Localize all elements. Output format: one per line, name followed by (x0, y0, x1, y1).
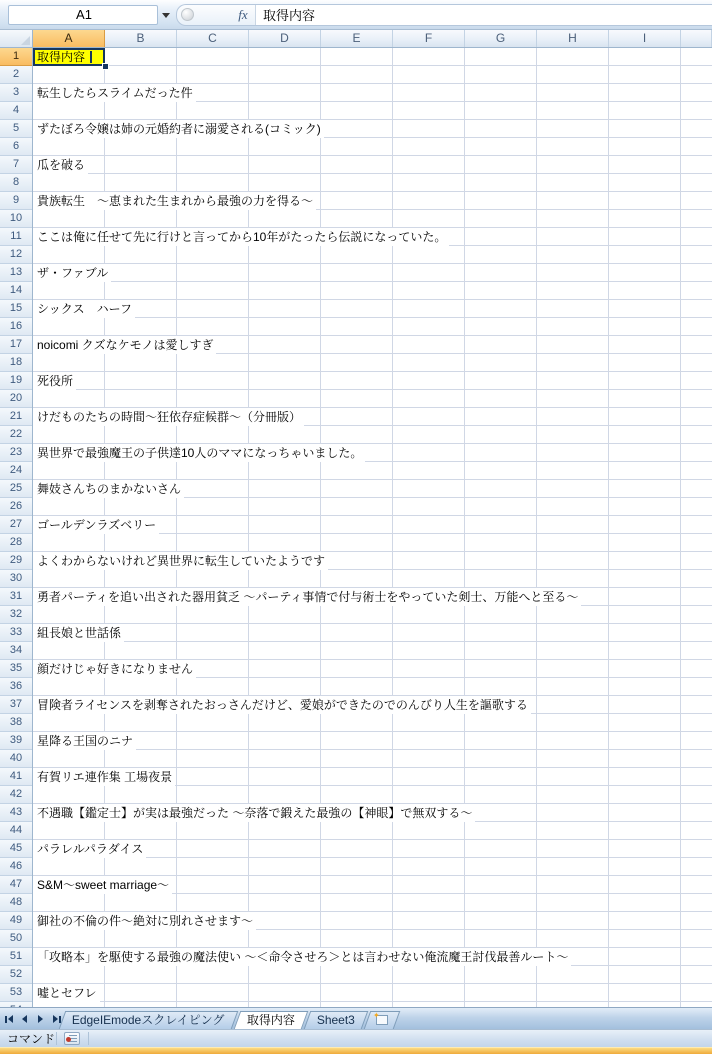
macro-record-icon[interactable] (64, 1032, 80, 1045)
column-header-partial[interactable] (681, 30, 712, 47)
formula-input[interactable] (255, 5, 712, 25)
row-header-11[interactable]: 11 (0, 228, 32, 246)
sheet-tab-EdgeIEmodeスクレイピング[interactable] (59, 1011, 238, 1029)
cell-A25[interactable]: 舞妓さんちのまかないさん (33, 480, 184, 498)
name-box[interactable] (8, 5, 158, 25)
row-header-20[interactable]: 20 (0, 390, 32, 408)
row-header-16[interactable]: 16 (0, 318, 32, 336)
formula-bar-row (0, 0, 712, 30)
column-header-E[interactable] (321, 30, 393, 47)
row-header-44[interactable]: 44 (0, 822, 32, 840)
row-header-4[interactable]: 4 (0, 102, 32, 120)
status-bar (0, 1029, 712, 1047)
sheet-tab-label: Sheet3 (316, 1013, 355, 1027)
cell-A13[interactable]: ザ・ファブル (33, 264, 111, 282)
row-header-column (0, 48, 33, 1007)
row-header-14[interactable]: 14 (0, 282, 32, 300)
row-header-46[interactable]: 46 (0, 858, 32, 876)
row-header-12[interactable]: 12 (0, 246, 32, 264)
cells-area[interactable] (33, 48, 712, 1007)
row-header-49[interactable]: 49 (0, 912, 32, 930)
row-header-7[interactable]: 7 (0, 156, 32, 174)
row-header-13[interactable]: 13 (0, 264, 32, 282)
row-header-42[interactable]: 42 (0, 786, 32, 804)
row-header-17[interactable]: 17 (0, 336, 32, 354)
row-header-48[interactable]: 48 (0, 894, 32, 912)
row-header-8[interactable]: 8 (0, 174, 32, 192)
selected-cell-value: 取得内容 (37, 50, 86, 64)
cell-A41[interactable]: 有賀リエ連作集 工場夜景 (33, 768, 175, 786)
sheet-nav-first-icon[interactable] (2, 1012, 15, 1026)
row-header-34[interactable]: 34 (0, 642, 32, 660)
row-header-5[interactable]: 5 (0, 120, 32, 138)
cell-A31[interactable]: 勇者パーティを追い出された器用貧乏 ～パーティ事情で付与術士をやっていた剣士、万能へと至る～ (33, 588, 581, 606)
text-cursor (90, 51, 92, 63)
row-header-19[interactable]: 19 (0, 372, 32, 390)
insert-worksheet-icon: ✦ (376, 1015, 388, 1025)
row-header-9[interactable]: 9 (0, 192, 32, 210)
column-header-D[interactable] (249, 30, 321, 47)
cell-A37[interactable]: 冒険者ライセンスを剥奪されたおっさんだけど、愛娘ができたのでのんびり人生を謳歌する (33, 696, 531, 714)
cell-A43[interactable]: 不遇職【鑑定士】が実は最強だった ～奈落で鍛えた最強の【神眼】で無双する～ (33, 804, 475, 822)
row-header-37[interactable]: 37 (0, 696, 32, 714)
cell-A21[interactable]: けだものたちの時間～狂依存症候群～（分冊版） (33, 408, 304, 426)
insert-function-icon[interactable]: fx (238, 7, 248, 22)
column-header-label: I (642, 31, 647, 45)
sheet-tab-bar (0, 1007, 712, 1029)
column-header-F[interactable] (393, 30, 465, 47)
sheet-tab-label: 取得内容 (246, 1013, 295, 1027)
cell-A53[interactable]: 嘘とセフレ (33, 984, 100, 1002)
column-header-C[interactable] (177, 30, 249, 47)
cell-A7[interactable]: 瓜を破る (33, 156, 88, 174)
row-header-26[interactable]: 26 (0, 498, 32, 516)
row-header-2[interactable]: 2 (0, 66, 32, 84)
cell-A11[interactable]: ここは俺に任せて先に行けと言ってから10年がたったら伝説になっていた。 (33, 228, 449, 246)
formula-bar-capsule (176, 4, 712, 26)
sheet-tab-label: EdgeIEmodeスクレイピング (71, 1013, 225, 1027)
row-header-40[interactable]: 40 (0, 750, 32, 768)
row-header-21[interactable]: 21 (0, 408, 32, 426)
worksheet-grid[interactable] (0, 48, 712, 1007)
column-header-label: B (136, 31, 145, 45)
sheet-nav-prev-icon[interactable] (18, 1012, 31, 1026)
status-separator (56, 1032, 57, 1045)
row-header-29[interactable]: 29 (0, 552, 32, 570)
column-header-H[interactable] (537, 30, 609, 47)
status-separator (88, 1032, 89, 1045)
row-header-28[interactable]: 28 (0, 534, 32, 552)
formula-bar-circle-icon (181, 8, 194, 21)
row-header-1[interactable]: 1 (0, 48, 32, 66)
column-header-label: C (208, 31, 217, 45)
cell-A33[interactable]: 組長娘と世話係 (33, 624, 124, 642)
column-header-label: F (424, 31, 433, 45)
select-all-button[interactable] (0, 30, 33, 47)
row-header-52[interactable]: 52 (0, 966, 32, 984)
row-header-38[interactable]: 38 (0, 714, 32, 732)
cell-A23[interactable]: 異世界で最強魔王の子供達10人のママになっちゃいました。 (33, 444, 365, 462)
row-header-51[interactable]: 51 (0, 948, 32, 966)
row-header-53[interactable]: 53 (0, 984, 32, 1002)
sheet-tab-Sheet3[interactable] (303, 1011, 368, 1029)
row-header-35[interactable]: 35 (0, 660, 32, 678)
row-header-50[interactable]: 50 (0, 930, 32, 948)
cell-A9[interactable]: 貴族転生 ～恵まれた生まれから最強の力を得る～ (33, 192, 316, 210)
row-header-15[interactable]: 15 (0, 300, 32, 318)
column-header-label: E (352, 31, 361, 45)
column-header-I[interactable] (609, 30, 681, 47)
row-header-36[interactable]: 36 (0, 678, 32, 696)
cell-A19[interactable]: 死役所 (33, 372, 76, 390)
sheet-tab-取得内容[interactable] (233, 1011, 308, 1029)
status-mode-label: コマンド (7, 1032, 56, 1046)
cell-A17[interactable]: noicomi クズなケモノは愛しすぎ (33, 336, 216, 354)
cell-A39[interactable]: 星降る王国のニナ (33, 732, 136, 750)
row-header-41[interactable]: 41 (0, 768, 32, 786)
row-header-45[interactable]: 45 (0, 840, 32, 858)
selected-cell-A1[interactable] (33, 48, 105, 66)
cell-A15[interactable]: シックス ハーフ (33, 300, 135, 318)
row-header-30[interactable]: 30 (0, 570, 32, 588)
name-box-cell-ref: A1 (76, 7, 92, 22)
row-header-18[interactable]: 18 (0, 354, 32, 372)
row-header-32[interactable]: 32 (0, 606, 32, 624)
sheet-tabs (62, 1011, 399, 1030)
row-header-31[interactable]: 31 (0, 588, 32, 606)
select-all-triangle-icon (21, 36, 30, 45)
column-header-label: A (64, 31, 73, 45)
row-header-10[interactable]: 10 (0, 210, 32, 228)
cell-A49[interactable]: 御社の不倫の件～絶対に別れさせます～ (33, 912, 256, 930)
row-header-47[interactable]: 47 (0, 876, 32, 894)
insert-worksheet-tab[interactable] (363, 1011, 400, 1029)
cell-A51[interactable]: 「攻略本」を駆使する最強の魔法使い ～＜命令させろ＞とは言わせない俺流魔王討伐最善ルート～ (33, 948, 571, 966)
column-header-A[interactable] (33, 30, 105, 47)
row-header-22[interactable]: 22 (0, 426, 32, 444)
row-header-39[interactable]: 39 (0, 732, 32, 750)
fill-handle[interactable] (102, 63, 109, 70)
column-header-G[interactable] (465, 30, 537, 47)
cell-A5[interactable]: ずたぼろ令嬢は姉の元婚約者に溺愛される(コミック) (33, 120, 324, 138)
row-header-33[interactable]: 33 (0, 624, 32, 642)
cell-A3[interactable]: 転生したらスライムだった件 (33, 84, 196, 102)
cell-A45[interactable]: パラレルパラダイス (33, 840, 146, 858)
row-header-43[interactable]: 43 (0, 804, 32, 822)
cell-A29[interactable]: よくわからないけれど異世界に転生していたようです (33, 552, 328, 570)
column-header-row (0, 30, 712, 48)
column-header-label: G (495, 31, 506, 45)
row-header-25[interactable]: 25 (0, 480, 32, 498)
row-header-3[interactable]: 3 (0, 84, 32, 102)
column-header-label: H (568, 31, 577, 45)
row-header-6[interactable]: 6 (0, 138, 32, 156)
row-header-23[interactable]: 23 (0, 444, 32, 462)
cell-A35[interactable]: 顔だけじゃ好きになりません (33, 660, 196, 678)
column-header-B[interactable] (105, 30, 177, 47)
cell-A27[interactable]: ゴールデンラズベリー (33, 516, 159, 534)
sheet-nav-buttons (2, 1012, 63, 1026)
cell-A47[interactable]: S&M～sweet marriage～ (33, 876, 172, 894)
bottom-accent-strip (0, 1047, 712, 1054)
sheet-nav-next-icon[interactable] (34, 1012, 47, 1026)
name-box-dropdown-icon[interactable] (158, 8, 174, 22)
formula-text: 取得内容 (263, 8, 316, 23)
row-header-27[interactable]: 27 (0, 516, 32, 534)
row-header-24[interactable]: 24 (0, 462, 32, 480)
column-header-label: D (280, 31, 289, 45)
